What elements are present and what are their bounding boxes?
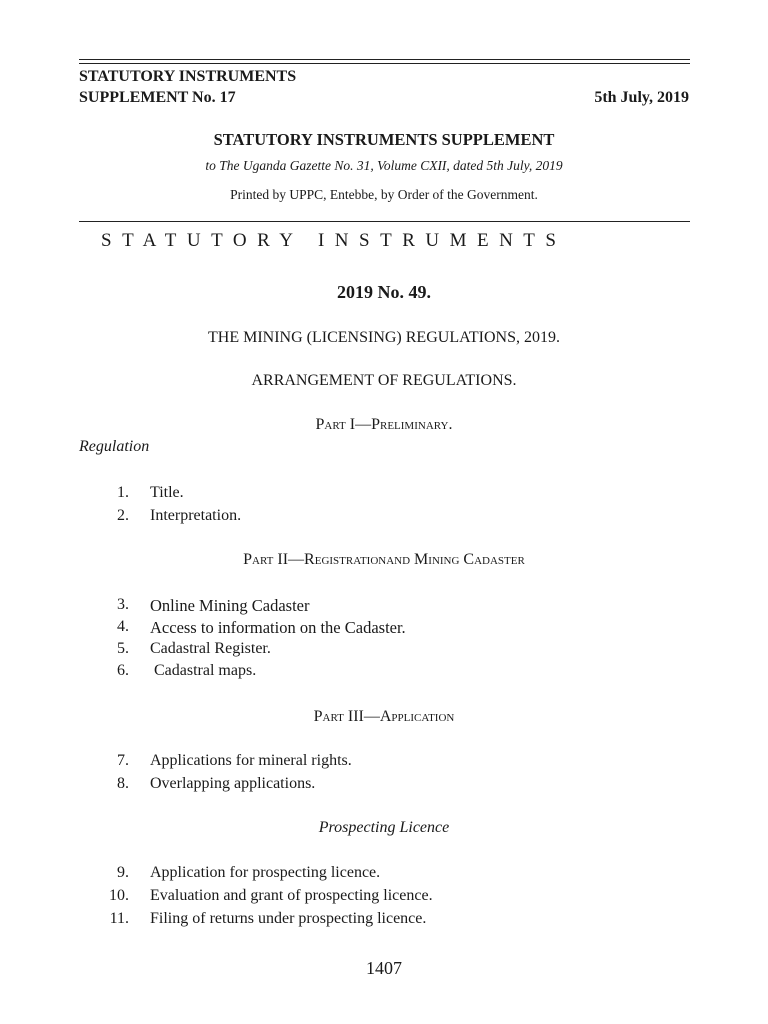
item-title: Overlapping applications. bbox=[150, 775, 316, 792]
regulations-title: THE MINING (LICENSING) REGULATIONS, 2019. bbox=[208, 329, 560, 346]
arrangement-heading: ARRANGEMENT OF REGULATIONS. bbox=[251, 372, 517, 389]
page-number: 1407 bbox=[366, 958, 402, 978]
item-number: 11. bbox=[109, 910, 129, 927]
regulation-label: Regulation bbox=[79, 438, 150, 455]
part-2-heading: Part II—Registrationand Mining Cadaster bbox=[243, 551, 525, 568]
item-number: 5. bbox=[117, 640, 129, 657]
header-left-line2: SUPPLEMENT No. 17 bbox=[79, 89, 236, 106]
item-title: Online Mining Cadaster bbox=[150, 596, 310, 615]
item-title: Evaluation and grant of prospecting licence. bbox=[150, 887, 433, 904]
instrument-number: 2019 No. 49. bbox=[337, 282, 431, 302]
item-title: Application for prospecting licence. bbox=[150, 864, 381, 881]
part-3-heading: Part III—Application bbox=[313, 708, 455, 725]
supplement-subtitle: to The Uganda Gazette No. 31, Volume CXII, dated 5th July, 2019 bbox=[205, 158, 563, 173]
header-left-line1: STATUTORY INSTRUMENTS bbox=[79, 68, 297, 85]
item-number: 3. bbox=[117, 596, 129, 613]
item-title: Cadastral maps. bbox=[150, 662, 257, 679]
item-title: Cadastral Register. bbox=[150, 640, 271, 657]
item-number: 10. bbox=[109, 887, 129, 904]
top-rule-2 bbox=[79, 63, 690, 64]
printed-by: Printed by UPPC, Entebbe, by Order of the Government. bbox=[230, 187, 538, 202]
item-title: Filing of returns under prospecting licence. bbox=[150, 910, 427, 927]
item-number: 9. bbox=[117, 864, 129, 881]
header-date: 5th July, 2019 bbox=[594, 89, 689, 106]
statutory-instruments-banner: STATUTORY INSTRUMENTS bbox=[101, 230, 567, 251]
part-1-heading: Part I—Preliminary. bbox=[315, 416, 453, 433]
middle-rule bbox=[79, 221, 690, 222]
item-title: Access to information on the Cadaster. bbox=[150, 618, 406, 637]
item-number: 4. bbox=[117, 618, 129, 635]
item-number: 1. bbox=[117, 484, 129, 501]
prospecting-licence-heading: Prospecting Licence bbox=[318, 819, 450, 836]
item-title: Title. bbox=[150, 484, 184, 501]
item-title: Interpretation. bbox=[150, 507, 242, 524]
top-rule-1 bbox=[79, 59, 690, 60]
item-number: 6. bbox=[117, 662, 129, 679]
supplement-title: STATUTORY INSTRUMENTS SUPPLEMENT bbox=[213, 130, 555, 149]
item-number: 7. bbox=[117, 752, 129, 769]
item-number: 2. bbox=[117, 507, 129, 524]
item-title: Applications for mineral rights. bbox=[150, 752, 352, 769]
item-number: 8. bbox=[117, 775, 129, 792]
